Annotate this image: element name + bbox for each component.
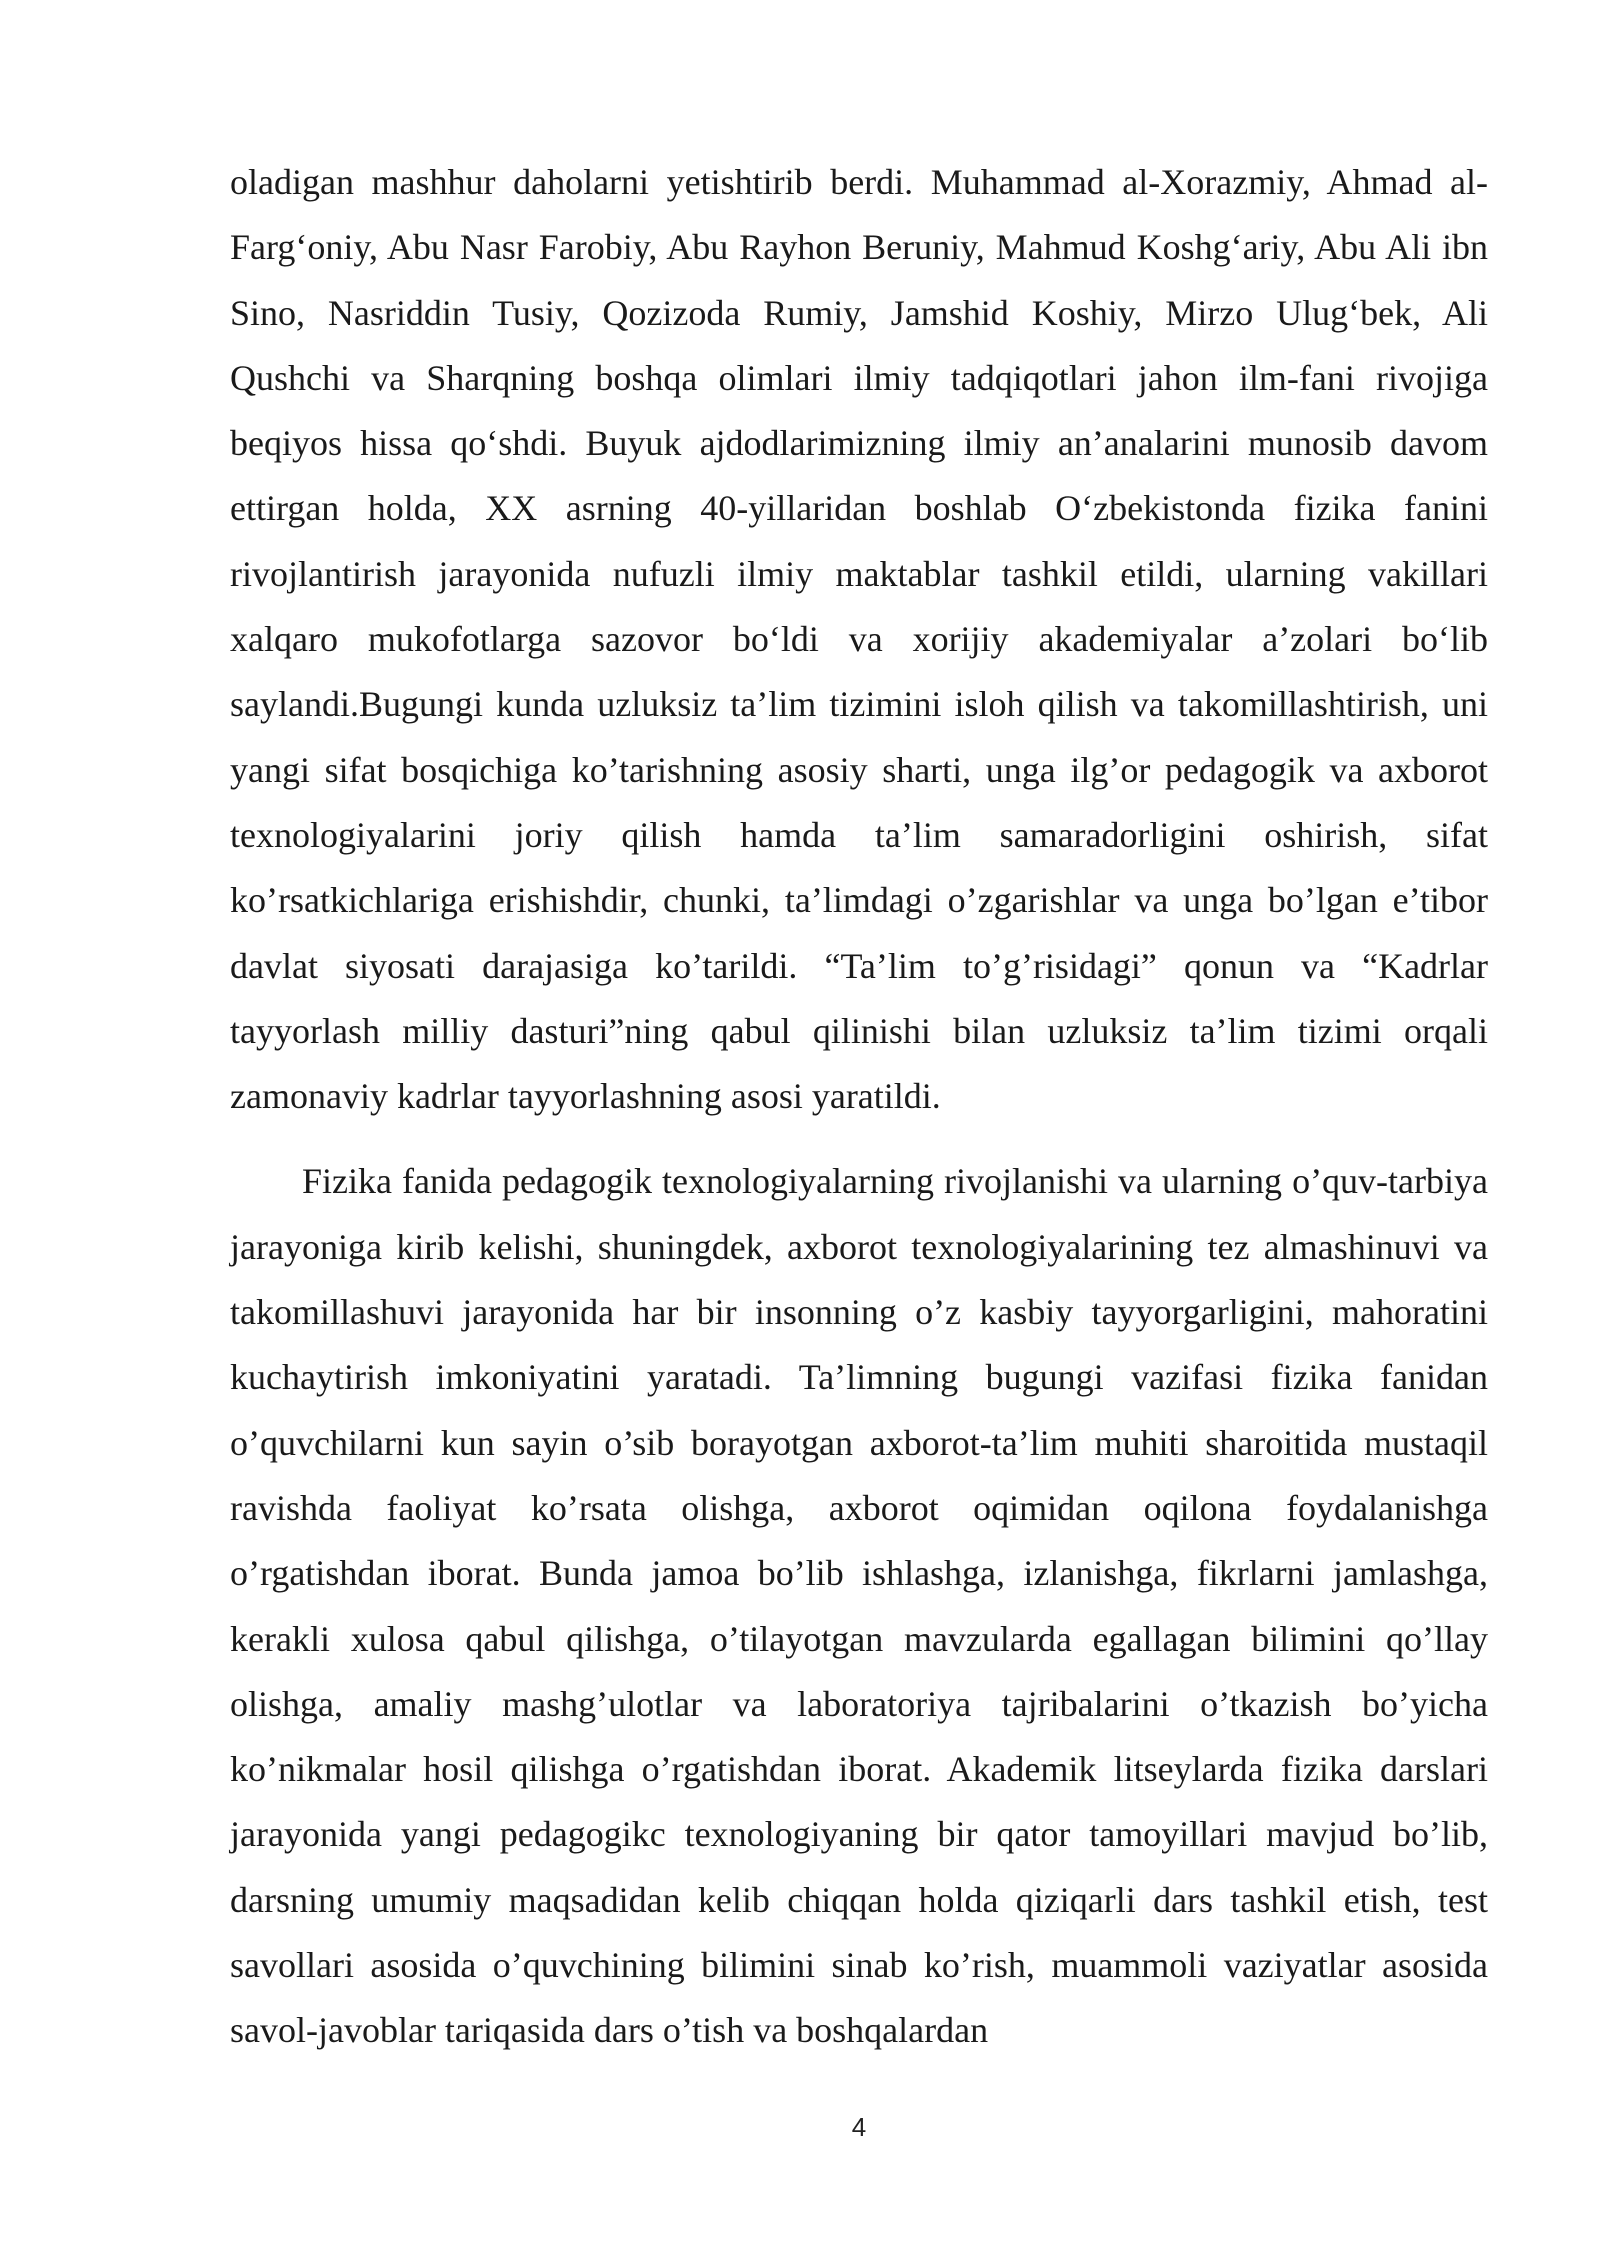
page-number: 4 — [851, 2112, 867, 2142]
paragraph-1: oladigan mashhur daholarni yetishtirib berdi. Muhammad al-Xorazmiy, Ahmad al-Farg‘oniy, Abu Nasr Farobiy, Abu Rayhon Beruniy, Mahmud Koshg‘ariy, Abu Ali ibn Sino, Nasriddin Tusiy, Qozizoda Rumiy, Jamshid Koshiy, Mirzo Ulug‘bek, Ali Qushchi va Sharqning boshqa olimlari ilmiy tadqiqotlari jahon ilm-fani rivojiga beqiyos hissa qo‘shdi. Buyuk ajdodlarimizning ilmiy an’analarini munosib davom ettirgan holda, XX asrning 40-yillaridan boshlab O‘zbekistonda fizika fanini rivojlantirish jarayonida nufuzli ilmiy maktablar tashkil etildi, ularning vakillari xalqaro mukofotlarga sazovor bo‘ldi va xorijiy akademiyalar a’zolari bo‘lib saylandi.Bugungi kunda uzluksiz ta’lim tizimini isloh qilish va takomillashtirish, uni yangi sifat bosqichiga ko’tarishning asosiy sharti, unga ilg’or pedagogik va axborot texnologiyalarini joriy qilish hamda ta’lim samaradorligini oshirish, sifat ko’rsatkichlariga erishishdir, chunki, ta’limdagi o’zgarishlar va unga bo’lgan e’tibor davlat siyosati darajasiga ko’tarildi. “Ta’lim to’g’risidagi” qonun va “Kadrlar tayyorlash milliy dasturi”ning qabul qilinishi bilan uzluksiz ta’lim tizimi orqali zamonaviy kadrlar tayyorlashning asosi yaratildi. — [230, 162, 1488, 1117]
body-text — [230, 150, 1488, 2064]
paragraph-2: Fizika fanida pedagogik texnologiyalarning rivojlanishi va ularning o’quv-tarbiya jarayoniga kirib kelishi, shuningdek, axborot texnologiyalarining tez almashinuvi va takomillashuvi jarayonida har bir insonning o’z kasbiy tayyorgarligini, mahoratini kuchaytirish imkoniyatini yaratadi. Ta’limning bugungi vazifasi fizika fanidan o’quvchilarni kun sayin o’sib borayotgan axborot-ta’lim muhiti sharoitida mustaqil ravishda faoliyat ko’rsata olishga, axborot oqimidan oqilona foydalanishga o’rgatishdan iborat. Bunda jamoa bo’lib ishlashga, izlanishga, fikrlarni jamlashga, kerakli xulosa qabul qilishga, o’tilayotgan mavzularda egallagan bilimini qo’llay olishga, amaliy mashg’ulotlar va laboratoriya tajribalarini o’tkazish bo’yicha ko’nikmalar hosil qilishga o’rgatishdan iborat. Akademik litseylarda fizika darslari jarayonida yangi pedagogikc texnologiyaning bir qator tamoyillari mavjud bo’lib, darsning umumiy maqsadidan kelib chiqqan holda qiziqarli dars tashkil etish, test savollari asosida o’quvchining bilimini sinab ko’rish, muammoli vaziyatlar asosida savol-javoblar tariqasida dars o’tish va boshqalardan — [230, 1161, 1488, 2051]
